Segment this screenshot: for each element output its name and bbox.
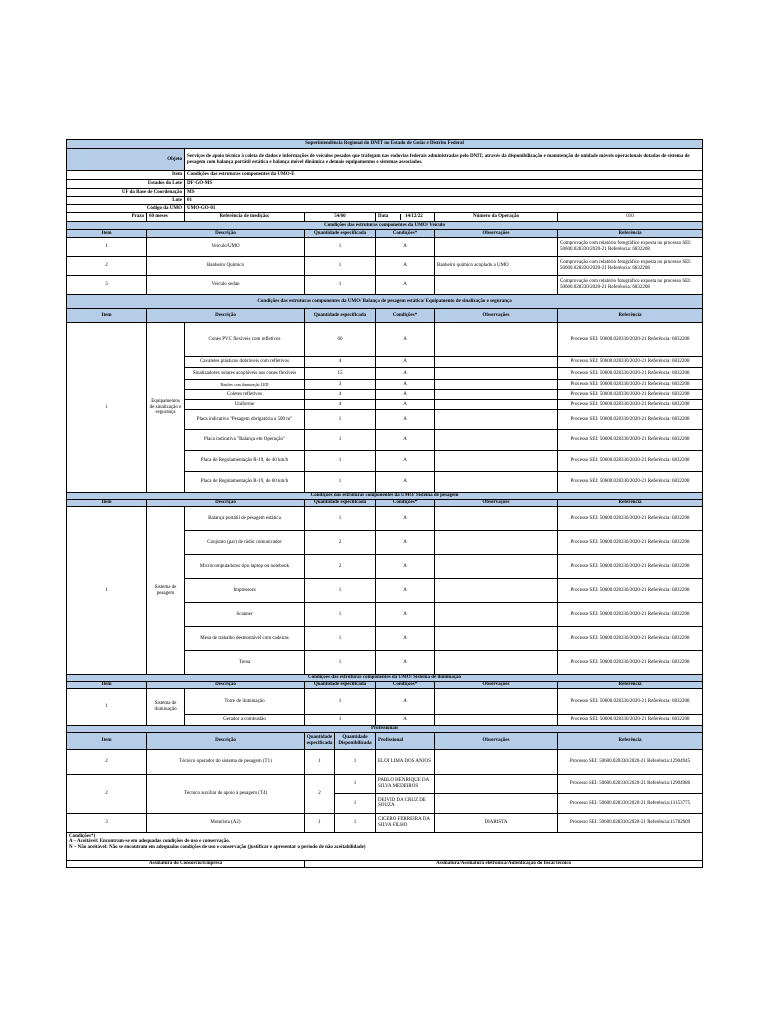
group-label: Sistema de iluminação — [147, 689, 185, 726]
objeto-text: Serviços de apoio técnico à coleta de dados e informações de veículos pesados que trafegam nas rodovias federais administradas pelo DNIT, através da disponibilização e manutenção de unidade móveis operacionais dotadas de sistema de pesagem com balança portátil estática e balança móvel dinâmica e demais equipamentos e sistemas associados. — [185, 149, 703, 171]
row-quantidade: 1 — [305, 410, 376, 430]
data-label: Data — [376, 214, 401, 220]
lote-value: 01 — [185, 197, 703, 205]
row-observacao — [435, 400, 558, 410]
col-referencia: Referência — [558, 500, 703, 507]
estados-value: DF-GO-MS — [185, 180, 703, 189]
row-condicao: A — [376, 603, 435, 627]
ref-medicao-label: Referência de medição: — [185, 213, 305, 222]
col-quantidade: Quantidade especificada — [305, 500, 376, 507]
row-referencia: Processo SEI: 50600.028330/2020-21 Referência:12904945 — [558, 749, 703, 774]
row-observacao — [435, 410, 558, 430]
row-descricao: Técnico operador do sistema de pesagem (T1) — [147, 749, 305, 774]
item-label: Item — [67, 171, 185, 180]
col-item: Item — [67, 500, 147, 507]
group-label: Equipamentos de sinalização e segurança — [147, 323, 185, 493]
row-descricao: Uniforme — [185, 400, 305, 410]
table-row — [67, 276, 703, 295]
table-row — [67, 257, 703, 276]
row-quantidade: 1 — [305, 472, 376, 493]
col-quantidade: Quantidade especificada — [305, 309, 376, 323]
row-descricao: Placa de Regulamentação R-19, de 60 km/h — [185, 472, 305, 493]
col-referencia: Referência — [558, 230, 703, 238]
legend-nao-aceitavel: N – Não aceitável: Não se encontram em adequadas condições de uso e conservação (justificar e apresentar o período de não aceitabilidade) — [69, 844, 366, 850]
col-observacoes: Observações — [435, 682, 558, 689]
row-descricao: Veículo sedan — [147, 276, 305, 295]
col-condicoes: Condições* — [376, 309, 435, 323]
codigo-label: Código da UMO — [67, 205, 185, 213]
row-quantidade: 1 — [305, 257, 376, 276]
col-item: Item — [67, 230, 147, 238]
col-descricao: Descrição — [147, 682, 305, 689]
row-disponibilizada: 1 — [334, 814, 375, 832]
row-observacao — [435, 531, 558, 555]
row-referencia: Processo SEI: 50600.028330/2020-21 Referência: 6832208 — [558, 651, 703, 675]
group-item: 1 — [67, 323, 147, 493]
row-descricao: Cones PVC flexíveis com refletivos — [185, 323, 305, 357]
row-descricao: Banheiro Químico — [147, 257, 305, 276]
table-row — [67, 813, 703, 832]
row-item: 3 — [67, 276, 147, 295]
document-title: Superintendência Regional do DNIT no Estado de Goiás e Distrito Federal — [67, 140, 703, 149]
row-disponibilizada: 1 — [334, 750, 375, 774]
col-referencia: Referência — [558, 309, 703, 323]
group-label: Sistema de pesagem — [147, 507, 185, 675]
signature-fiscal: Assinatura/Assinatura eletrônica/Autenticação do fiscal técnico — [305, 860, 703, 867]
row-quantidade: 4 — [305, 400, 376, 410]
row-quantidade: 2 — [305, 531, 376, 555]
row-quantidade: 1 — [305, 651, 376, 675]
row-observacao — [435, 323, 558, 357]
uf-label: UF da Base de Coordenação — [67, 189, 185, 197]
estados-label: Estados do Lote — [67, 180, 185, 189]
section-pesagem-title: Condições das estruturas componentes da UMO/ Sistema de pesagem — [67, 493, 703, 500]
row-observacao — [435, 651, 558, 675]
row-referencia: Comprovação com relatório fotográfico exposta no processo SEI: 50600.028330/2020-21 Referência: 6832208 — [558, 276, 703, 295]
row-descricao: Bastões com iluminação LED — [185, 380, 305, 390]
form-table — [66, 139, 703, 868]
row-condicao: A — [376, 400, 435, 410]
prazo-label: Prazo — [67, 213, 147, 222]
row-referencia: Processo SEI: 50600.028330/2020-21 Referência: 6832208 — [558, 400, 703, 410]
row-descricao: Scanner — [185, 603, 305, 627]
row-quantidade: 15 — [305, 368, 376, 380]
row-descricao: Balança portátil de pesagem estática — [185, 507, 305, 531]
row-item: 2 — [67, 774, 147, 813]
row-referencia: Processo SEI: 50600.028330/2020-21 Referência: 6832208 — [558, 627, 703, 651]
table-row — [67, 749, 703, 774]
row-observacao — [435, 368, 558, 380]
row-quantidade: 1 — [305, 238, 376, 257]
row-quantidade: 1 — [318, 819, 321, 825]
row-referencia: Processo SEI: 50600.028330/2020-21 Referência: 6832208 — [558, 390, 703, 400]
section-balanca-title: Condições das estruturas componentes da UMO/ Balança de pesagem estática/ Equipamento de sinalização e segurança — [67, 295, 703, 309]
row-quantidade: 1 — [305, 627, 376, 651]
item-value: Condições das estruturas componentes da UMO-E — [185, 171, 703, 180]
table-row — [67, 323, 703, 357]
row-quantidade: 1 — [305, 579, 376, 603]
row-item: 2 — [67, 749, 147, 774]
ref-medicao-value: 54/60 — [305, 213, 376, 222]
col-descricao: Descrição — [147, 500, 305, 507]
row-profissional: DEIVID DA CRUZ DE SOUZA — [376, 794, 435, 814]
row-descricao: Mesa de trabalho desmontável com cadeiras — [185, 627, 305, 651]
row-quantidade: 3 — [305, 380, 376, 390]
section-profissionais-title: Profissionais — [67, 726, 703, 733]
row-referencia: Processo SEI: 50600.028330/2020-21 Referência: 6832208 — [558, 451, 703, 472]
col-referencia: Referência — [558, 682, 703, 689]
row-condicao: A — [376, 507, 435, 531]
row-descricao: Placa indicativa "Balança em Operação" — [185, 430, 305, 451]
col-observacoes: Observações — [435, 309, 558, 323]
codigo-value: UMO-GO-01 — [185, 205, 703, 213]
row-observacao — [435, 689, 558, 715]
row-condicao: A — [376, 627, 435, 651]
row-descricao: Técnico auxiliar de apoio à pesagem (T4) — [147, 774, 305, 813]
row-observacao — [435, 749, 558, 774]
section-veiculo-title: Condições das estruturas componentes da UMO/ Veículo — [67, 222, 703, 230]
row-profissional: PABLO HENRIQUE DA SILVA MEDEIROS — [376, 774, 435, 794]
row-descricao: Microcomputadores tipo laptop ou notebook — [185, 555, 305, 579]
row-observacao — [435, 238, 558, 257]
row-condicao: A — [376, 357, 435, 368]
row-quantidade: 1 — [305, 507, 376, 531]
row-condicao: A — [376, 368, 435, 380]
row-observacao — [435, 390, 558, 400]
table-row — [67, 507, 703, 531]
col-referencia: Referência — [558, 732, 703, 749]
row-profissional: ELOI LIMA DOS ANJOS — [376, 749, 435, 774]
group-item: 1 — [67, 689, 147, 726]
row-condicao: A — [376, 323, 435, 357]
row-referencia: Processo SEI: 50600.028330/2020-21 Referência: 6832208 — [558, 555, 703, 579]
row-quantidade: 1 — [305, 276, 376, 295]
col-quantidade: Quantidade especificada — [305, 230, 376, 238]
data-value: 14/12/22 — [405, 214, 423, 220]
row-quantidade: 4 — [305, 357, 376, 368]
row-item: 3 — [67, 813, 147, 832]
row-disponibilizada: 1 — [335, 775, 375, 795]
row-quantidade: 1 — [305, 451, 376, 472]
row-referencia: Processo SEI: 50600.028330/2020-21 Referência:13153775 — [558, 794, 703, 814]
row-quantidade: 1 — [318, 758, 321, 764]
row-condicao: A — [376, 531, 435, 555]
row-referencia: Processo SEI: 50600.028330/2020-21 Referência: 6832208 — [558, 357, 703, 368]
row-observacao — [435, 472, 558, 493]
row-referencia: Processo SEI: 50600.028330/2020-21 Referência: 6832208 — [558, 323, 703, 357]
row-referencia: Processo SEI: 50600.028330/2020-21 Referência: 6832208 — [558, 380, 703, 390]
row-observacao — [435, 603, 558, 627]
table-row — [67, 774, 703, 794]
row-observacao — [435, 276, 558, 295]
row-descricao: Placa indicativa "Pesagem obrigatória a 500 m" — [185, 410, 305, 430]
row-quantidade: 1 — [305, 689, 376, 715]
row-condicao: A — [376, 380, 435, 390]
row-quantidade: 60 — [305, 323, 376, 357]
col-item: Item — [67, 732, 147, 749]
row-descricao: Motorista (A2) — [147, 813, 305, 832]
col-condicoes: Condições* — [376, 230, 435, 238]
conditions-legend — [67, 832, 703, 860]
row-condicao: A — [376, 276, 435, 295]
row-referencia: Comprovação com relatório fotográfico exposta no processo SEI: 50600.028330/2020-21 Referência: 6832208 — [558, 238, 703, 257]
row-descricao: Coletes refletivos — [185, 390, 305, 400]
row-descricao: Placa de Regulamentação R-19, de 40 km/h — [185, 451, 305, 472]
row-observacao — [435, 357, 558, 368]
row-referencia: Processo SEI: 50600.028330/2020-21 Referência: 6832208 — [558, 531, 703, 555]
row-descricao: Sinalizadores solares acopláveis aos cones flexíveis — [185, 368, 305, 380]
row-referencia: Processo SEI: 50600.028330/2020-21 Referência: 6832208 — [558, 430, 703, 451]
col-descricao: Descrição — [147, 732, 305, 749]
row-descricao: Cavaletes plásticos dobráveis com refletivos — [185, 357, 305, 368]
row-item: 1 — [67, 238, 147, 257]
row-descricao: Impressora — [185, 579, 305, 603]
col-quantidade: Quantidade especificada — [306, 735, 333, 746]
objeto-label: Objeto — [67, 149, 185, 171]
group-item: 1 — [67, 507, 147, 675]
row-condicao: A — [376, 430, 435, 451]
row-condicao: A — [376, 390, 435, 400]
row-condicao: A — [376, 715, 435, 726]
col-observacoes: Observações — [435, 732, 558, 749]
row-referencia: Processo SEI: 50600.028330/2020-21 Referência: 6832208 — [558, 368, 703, 380]
uf-value: MS — [185, 189, 703, 197]
table-row — [67, 238, 703, 257]
section-iluminacao-title: Condições das estruturas componentes da UMO/ Sistema de iluminação — [67, 675, 703, 682]
row-observacao — [435, 451, 558, 472]
row-observacao — [435, 507, 558, 531]
col-descricao: Descrição — [147, 309, 305, 323]
row-referencia: Processo SEI: 50600.028330/2020-21 Referência:12904986 — [558, 774, 703, 794]
row-observacao — [435, 555, 558, 579]
row-observacao — [435, 794, 558, 814]
row-descricao: Trena — [185, 651, 305, 675]
col-item: Item — [67, 682, 147, 689]
row-descricao: Torre de iluminação — [185, 689, 305, 715]
row-quantidade: 1 — [305, 430, 376, 451]
col-condicoes: Condições* — [376, 500, 435, 507]
row-condicao: A — [376, 410, 435, 430]
row-condicao: A — [376, 451, 435, 472]
row-quantidade: 4 — [305, 390, 376, 400]
row-condicao: A — [376, 238, 435, 257]
row-observacao — [435, 715, 558, 726]
row-observacao — [435, 380, 558, 390]
col-observacoes: Observações — [435, 230, 558, 238]
col-descricao: Descrição — [147, 230, 305, 238]
row-observacao — [435, 774, 558, 794]
row-referencia: Processo SEI: 50600.028330/2020-21 Referência:11782609 — [558, 813, 703, 832]
row-quantidade: 2 — [318, 790, 321, 796]
row-observacao: Banheiro químico acoplado a UMO — [435, 257, 558, 276]
row-quantidade: 1 — [305, 715, 376, 726]
col-item: Item — [67, 309, 147, 323]
row-observacao — [435, 627, 558, 651]
row-observacao: DIARISTA — [435, 813, 558, 832]
row-referencia: Processo SEI: 50600.028330/2020-21 Referência: 6832208 — [558, 715, 703, 726]
numero-operacao-value: 010 — [558, 213, 703, 222]
row-condicao: A — [376, 579, 435, 603]
row-item: 2 — [67, 257, 147, 276]
row-quantidade: 2 — [305, 555, 376, 579]
row-condicao: A — [376, 555, 435, 579]
signature-company: Assinatura do Consórcio/Empresa — [67, 860, 305, 867]
row-disponibilizada: 1 — [353, 800, 357, 806]
col-profissional: Profissional — [376, 732, 435, 749]
row-referencia: Processo SEI: 50600.028330/2020-21 Referência: 6832208 — [558, 689, 703, 715]
numero-operacao-label: Número da Operação — [435, 213, 558, 222]
row-referencia: Processo SEI: 50600.028330/2020-21 Referência: 6832208 — [558, 603, 703, 627]
prazo-value: 60 meses — [147, 213, 185, 222]
table-row — [67, 689, 703, 715]
row-referencia: Comprovação com relatório fotográfico exposta no processo SEI: 50600.028330/2020-21 Referência: 6832208 — [558, 257, 703, 276]
row-observacao — [435, 579, 558, 603]
row-condicao: A — [376, 257, 435, 276]
legend-aceitavel: A – Aceitável: Encontram-se em adequadas condições de uso e conservação. — [69, 839, 230, 845]
lote-label: Lote — [67, 197, 185, 205]
row-profissional: CICERO FERREIRA DA SILVA FILHO — [376, 813, 435, 832]
col-observacoes: Observações — [435, 500, 558, 507]
col-disponibilizada: Quantidade Disponibilizada — [334, 733, 375, 749]
row-referencia: Processo SEI: 50600.028330/2020-21 Referência: 6832208 — [558, 472, 703, 493]
row-descricao: Conjunto (par) de rádio comunicador — [185, 531, 305, 555]
row-descricao: Veículo/UMO — [147, 238, 305, 257]
row-referencia: Processo SEI: 50600.028330/2020-21 Referência: 6832208 — [558, 410, 703, 430]
col-condicoes: Condições* — [376, 682, 435, 689]
row-condicao: A — [376, 689, 435, 715]
row-descricao: Gerador a combustão — [185, 715, 305, 726]
row-condicao: A — [376, 651, 435, 675]
legend-title: Condições*) — [69, 833, 96, 839]
row-referencia: Processo SEI: 50600.028330/2020-21 Referência: 6832208 — [558, 507, 703, 531]
col-quantidade: Quantidade especificada — [305, 682, 376, 689]
row-referencia: Processo SEI: 50600.028330/2020-21 Referência: 6832208 — [558, 579, 703, 603]
row-condicao: A — [376, 472, 435, 493]
inspection-form — [66, 139, 702, 868]
row-quantidade: 1 — [305, 603, 376, 627]
row-observacao — [435, 430, 558, 451]
